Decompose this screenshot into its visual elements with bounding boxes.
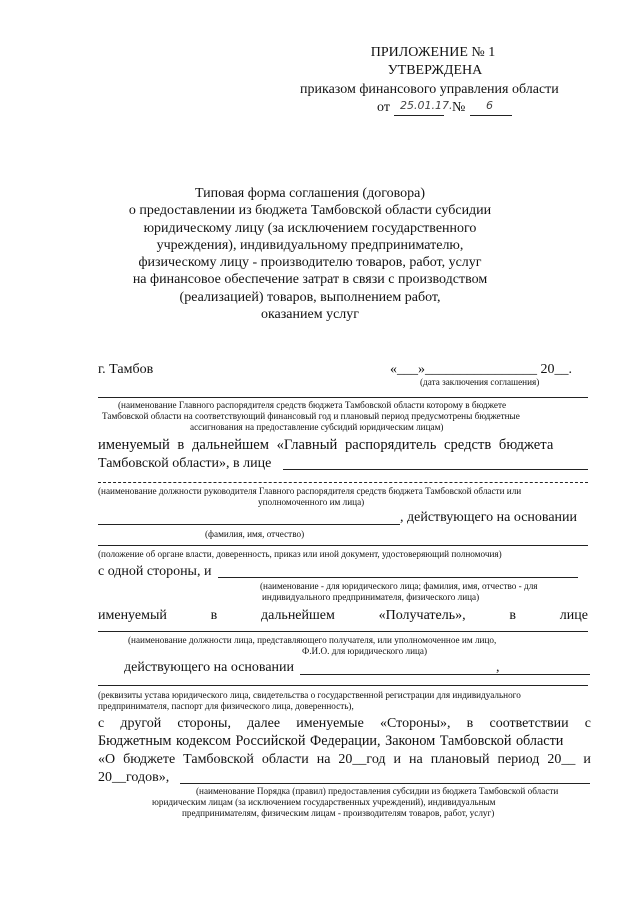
date-prefix: от bbox=[377, 100, 390, 115]
rules-field[interactable] bbox=[180, 783, 590, 784]
word: на bbox=[316, 752, 331, 767]
rules-caption-1: (наименование Порядка (правил) предоставления субсидии из бюджета Тамбовской области bbox=[196, 786, 559, 796]
word: и bbox=[583, 752, 591, 767]
word: области bbox=[261, 752, 309, 767]
word: «О bbox=[98, 752, 116, 767]
word: соответствии bbox=[489, 716, 569, 731]
word: в bbox=[509, 608, 517, 623]
word: Тамбовской bbox=[183, 752, 254, 767]
word: на bbox=[409, 752, 423, 767]
parties-line-1 bbox=[98, 715, 591, 732]
word: стороны, bbox=[177, 716, 231, 731]
document-title bbox=[100, 185, 520, 323]
recipient-rep-caption-2: Ф.И.О. для юридического лица) bbox=[302, 646, 428, 656]
title-line: учреждения), индивидуальному предпринимателю, bbox=[156, 237, 464, 253]
number-underline bbox=[470, 115, 512, 116]
head-caption-2: уполномоченного им лица) bbox=[258, 497, 365, 507]
word: 20__ bbox=[547, 752, 576, 767]
title-line: юридическому лицу (за исключением государственного bbox=[143, 220, 477, 236]
word: и bbox=[393, 752, 402, 767]
word: другой bbox=[120, 716, 162, 731]
word: в bbox=[210, 608, 218, 623]
rules-caption-2: юридическим лицам (за исключением государственных учреждений), индивидуальным bbox=[152, 797, 496, 807]
word: именуемый bbox=[98, 608, 167, 623]
fio-caption: (фамилия, имя, отчество) bbox=[205, 529, 305, 539]
named-grbs-line-1: именуемый в дальнейшем «Главный распорядитель средств бюджета bbox=[98, 437, 554, 453]
appendix-number: ПРИЛОЖЕНИЕ № 1 bbox=[370, 45, 496, 60]
recipient-caption-2: индивидуального предпринимателя, физического лица) bbox=[262, 592, 480, 602]
title-line: (реализацией) товаров, выполнением работ, bbox=[179, 289, 441, 305]
word: 20__год bbox=[338, 752, 386, 767]
approved-label: УТВЕРЖДЕНА bbox=[387, 63, 483, 78]
word: дальнейшем bbox=[260, 608, 335, 623]
grbs-rep-field[interactable] bbox=[283, 469, 588, 470]
grbs-caption-2: Тамбовской области на соответствующий финансовый год и плановый период предусмотрены бюджетные bbox=[102, 411, 520, 421]
rules-caption-3: предпринимателям, физическим лицам - производителям товаров, работ, услуг) bbox=[182, 808, 495, 818]
title-line: о предоставлении из бюджета Тамбовской области субсидии bbox=[128, 203, 492, 219]
recipient-caption-1: (наименование - для юридического лица; фамилия, имя, отчество - для bbox=[260, 581, 538, 591]
grbs-name-field[interactable] bbox=[98, 397, 588, 398]
handwritten-date: 25.01.17. bbox=[400, 99, 453, 112]
order-reference: приказом финансового управления области bbox=[300, 82, 559, 97]
acting-basis-2-field[interactable] bbox=[300, 674, 590, 675]
title-line: Типовая форма соглашения (договора) bbox=[194, 186, 426, 201]
comma: , bbox=[496, 660, 500, 675]
head-position-field[interactable] bbox=[98, 482, 588, 483]
word: бюджете bbox=[123, 752, 176, 767]
word: период bbox=[497, 752, 540, 767]
title-line: физическому лицу - производителю товаров, работ, услуг bbox=[138, 255, 482, 271]
grbs-caption-1: (наименование Главного распорядителя средств бюджета Тамбовской области которому в бюджете bbox=[118, 400, 507, 410]
parties-line-2: Бюджетным кодексом Российской Федерации, Законом Тамбовской области bbox=[98, 733, 564, 749]
acting-basis-label: , действующего на основании bbox=[400, 510, 578, 525]
word: с bbox=[584, 716, 591, 731]
authority-caption: (положение об органе власти, доверенность, приказ или иной документ, удостоверяющий полномочия) bbox=[98, 549, 502, 559]
agreement-date-caption: (дата заключения соглашения) bbox=[420, 377, 540, 387]
city-label: г. Тамбов bbox=[98, 362, 154, 377]
charter-caption-2: предпринимателя, паспорт для физического лица, доверенность), bbox=[98, 701, 354, 711]
recipient-rep-field[interactable] bbox=[98, 631, 588, 632]
word: именуемые bbox=[296, 716, 364, 731]
head-caption-1: (наименование должности руководителя Главного распорядителя средств бюджета Тамбовской области или bbox=[98, 486, 522, 496]
grbs-caption-3: ассигнования на предоставление субсидий юридическим лицам) bbox=[190, 422, 444, 432]
recipient-name-field[interactable] bbox=[218, 577, 578, 578]
acting-basis-2-label: действующего на основании bbox=[124, 660, 295, 675]
fio-field[interactable] bbox=[98, 524, 400, 525]
one-side-label: с одной стороны, и bbox=[98, 564, 212, 579]
word: с bbox=[98, 716, 105, 731]
parties-line-4: 20__годов», bbox=[98, 770, 170, 785]
title-line: оказанием услуг bbox=[260, 307, 360, 323]
authority-doc-field[interactable] bbox=[98, 545, 588, 546]
named-recipient-line bbox=[98, 607, 588, 624]
number-prefix: № bbox=[452, 100, 466, 115]
agreement-date-field[interactable]: «___»________________ 20__. bbox=[390, 362, 572, 377]
word: лице bbox=[559, 608, 588, 623]
named-grbs-line-2: Тамбовской области», в лице bbox=[98, 456, 272, 471]
title-line: на финансовое обеспечение затрат в связи с производством bbox=[132, 272, 488, 288]
handwritten-number: 6 bbox=[486, 99, 493, 112]
word: далее bbox=[247, 716, 281, 731]
word: в bbox=[466, 716, 474, 731]
parties-line-3 bbox=[98, 751, 591, 768]
word: «Стороны», bbox=[379, 716, 451, 731]
date-underline bbox=[394, 115, 444, 116]
charter-field[interactable] bbox=[98, 685, 588, 686]
word: «Получатель», bbox=[378, 608, 466, 623]
word: плановый bbox=[430, 752, 490, 767]
charter-caption-1: (реквизиты устава юридического лица, свидетельства о государственной регистрации для индивидуального bbox=[98, 690, 521, 700]
recipient-rep-caption-1: (наименование должности лица, представляющего получателя, или уполномоченное им лицо, bbox=[128, 635, 497, 645]
